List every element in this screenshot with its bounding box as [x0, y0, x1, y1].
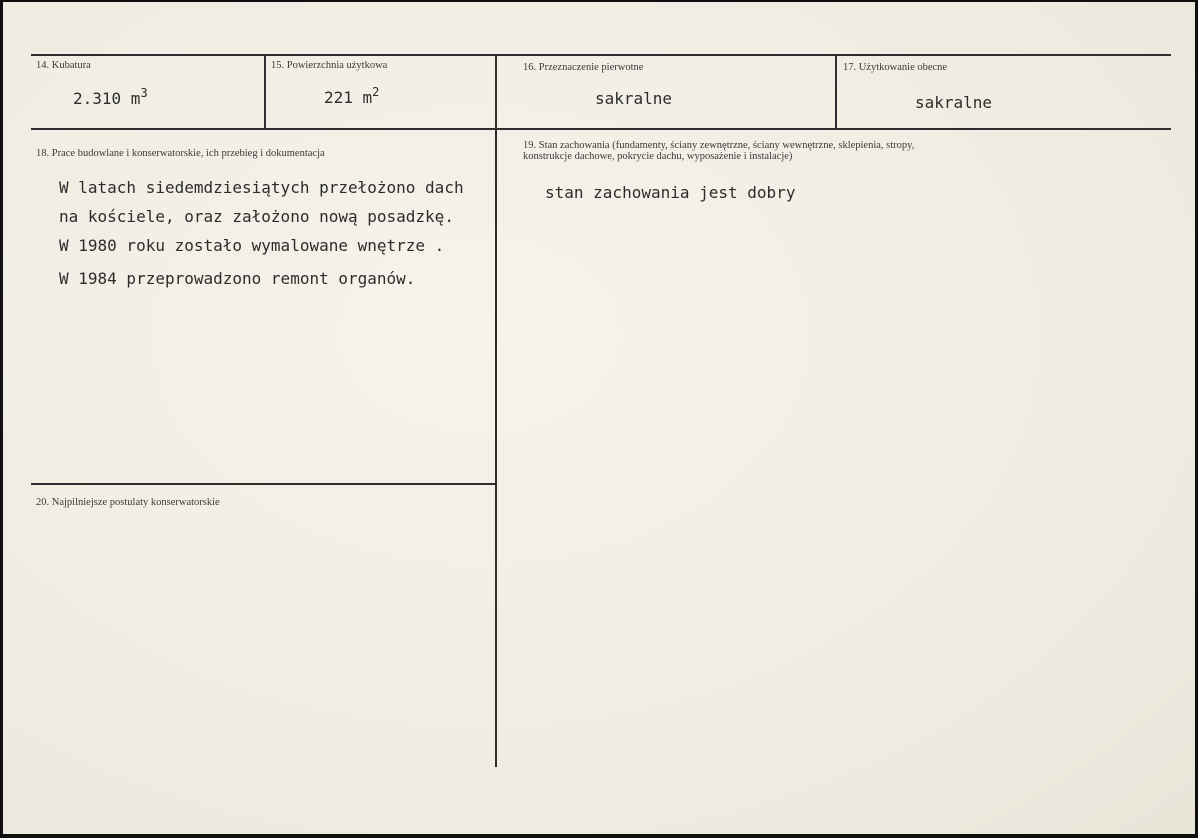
field-18-line: W latach siedemdziesiątych przełożono dach: [59, 178, 464, 197]
field-18-line: na kościele, oraz założono nową posadzkę.: [59, 207, 454, 226]
field-19-label-line: 19. Stan zachowania (fundamenty, ściany zewnętrzne, ściany wewnętrzne, sklepienia, stropy,: [523, 140, 915, 151]
field-18-label: 18. Prace budowlane i konserwatorskie, ich przebieg i dokumentacja: [36, 148, 325, 159]
field-15-label: 15. Powierzchnia użytkowa: [271, 60, 388, 71]
field-18-text: [59, 173, 464, 293]
row1-rule: [31, 128, 1171, 130]
field-15-unit-exponent: 2: [372, 85, 380, 99]
record-card: [3, 2, 1195, 834]
top-rule: [31, 54, 1171, 56]
field-14-label: 14. Kubatura: [36, 60, 91, 71]
field-16-value: sakralne: [595, 89, 673, 108]
field-19-value: stan zachowania jest dobry: [545, 183, 796, 202]
field-19-label-line: konstrukcje dachowe, pokrycie dachu, wyposażenie i instalacje): [523, 151, 793, 162]
field-15-number: 221 m: [324, 88, 373, 107]
row2-rule: [31, 483, 497, 485]
field-17-label: 17. Użytkowanie obecne: [843, 62, 948, 73]
field-16-label: 16. Przeznaczenie pierwotne: [523, 62, 644, 73]
field-18-line: W 1980 roku zostało wymalowane wnętrze .: [59, 236, 445, 255]
divider-14-15: [264, 55, 266, 128]
field-14-number: 2.310 m: [73, 89, 141, 108]
divider-15-16: [495, 55, 497, 767]
divider-16-17: [835, 55, 837, 128]
field-19-label: [523, 140, 914, 162]
field-18-line: W 1984 przeprowadzono remont organów.: [59, 269, 416, 288]
field-17-value: sakralne: [915, 93, 993, 112]
field-15-value: [324, 85, 380, 107]
field-14-unit-exponent: 3: [140, 86, 148, 100]
field-14-value: [73, 86, 148, 108]
field-20-label: 20. Najpilniejsze postulaty konserwatorskie: [36, 497, 220, 508]
